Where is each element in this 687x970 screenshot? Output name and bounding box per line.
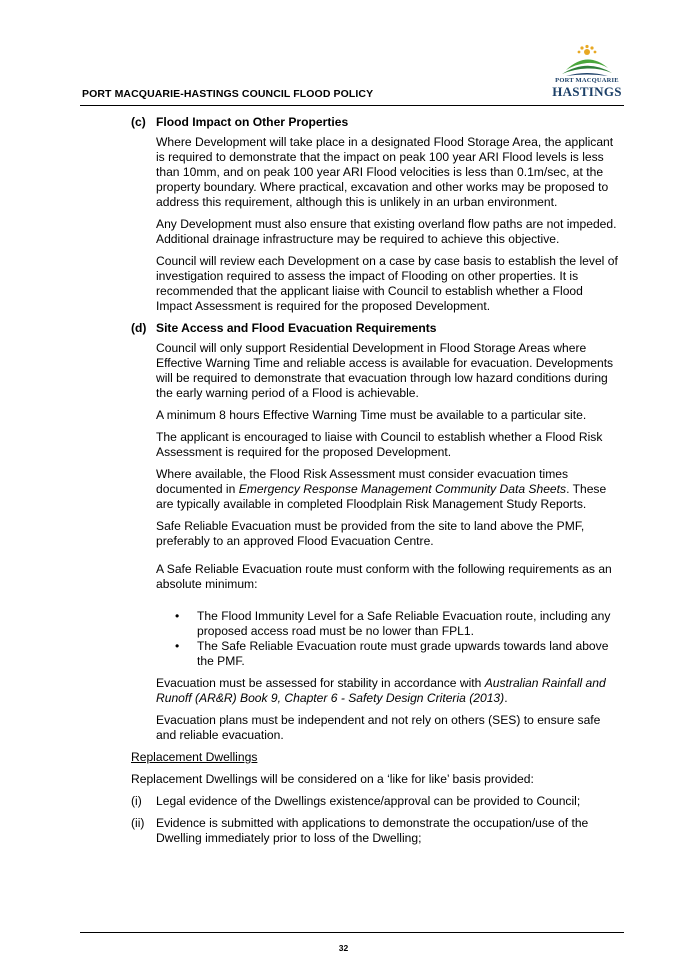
section-c-paragraph-3: Council will review each Development on a case by case basis to establish the level of investigation required to assess the impact of Flooding on other properties. It is recommended that the applicant liaise with Council to establish whether a Flood Impact Assessment is required for the proposed Development. (156, 254, 618, 313)
evacuation-requirements-list (131, 609, 621, 669)
replacement-dwellings-heading: Replacement Dwellings (131, 750, 258, 764)
page-number: 32 (338, 943, 349, 953)
section-d-paragraph-8: Evacuation plans must be independent and not rely on others (SES) to ensure safe and reliable evacuation. (156, 713, 601, 742)
page-content (131, 115, 621, 846)
replacement-item-label: (ii) (131, 816, 145, 830)
section-c-paragraph-2: Any Development must also ensure that existing overland flow paths are not impeded. Additional drainage infrastructure may be required to achieve this objective. (156, 217, 617, 246)
replacement-item-text: Legal evidence of the Dwellings existence/approval can be provided to Council; (156, 794, 581, 808)
replacement-dwellings-intro: Replacement Dwellings will be considered on a ‘like for like’ basis provided: (131, 772, 534, 786)
section-d-paragraph-2: A minimum 8 hours Effective Warning Time must be available to a particular site. (156, 408, 587, 422)
section-d-paragraph-5: Safe Reliable Evacuation must be provided from the site to land above the PMF, preferably to an approved Flood Evacuation Centre. (156, 519, 585, 548)
footer-rule (80, 932, 624, 933)
list-item (175, 639, 621, 669)
section-d-paragraph-4-start: Where available, the Flood Risk Assessment must consider evacuation times documented in (156, 467, 569, 496)
section-d-paragraph-7-citation: Australian Rainfall and Runoff (AR&R) Book 9, Chapter 6 - Safety Design Criteria (2013) (156, 676, 606, 705)
section-d-paragraph-6: A Safe Reliable Evacuation route must conform with the following requirements as an absolute minimum: (156, 562, 612, 591)
bullet-icon: • (175, 639, 180, 653)
list-item-text: The Safe Reliable Evacuation route must grade upwards towards land above the PMF. (197, 639, 609, 668)
section-d-paragraph-3: The applicant is encouraged to liaise with Council to establish whether a Flood Risk Assessment is required for the proposed Development. (156, 430, 603, 459)
section-d-paragraph-7-end: . (504, 691, 508, 705)
replacement-item-label: (i) (131, 794, 142, 808)
section-d-paragraph-7 (131, 676, 621, 706)
section-d-label: (d) (131, 321, 147, 335)
council-logo (552, 44, 622, 100)
document-header-title: PORT MACQUARIE-HASTINGS COUNCIL FLOOD POLICY (82, 88, 374, 100)
section-d-paragraph-7-start: Evacuation must be assessed for stability in accordance with (156, 676, 485, 690)
logo-text-top: PORT MACQUARIE (555, 77, 619, 84)
section-d-paragraph-4 (131, 467, 621, 512)
section-d-paragraph-4-citation: Emergency Response Management Community Data Sheets (238, 482, 567, 496)
replacement-item-i (131, 794, 621, 809)
section-c-heading (131, 115, 621, 130)
section-d-paragraph-1: Council will only support Residential Development in Flood Storage Areas where Effective Warning Time and reliable access is available for evacuation. Developments will be required to demonstrate that evacuation through low hazard conditions during the early warning period of a Flood is achievable. (156, 341, 614, 400)
section-d-paragraph-4-end: . These are typically available in completed Floodplain Risk Management Study Reports. (156, 482, 607, 511)
replacement-item-ii (131, 816, 621, 846)
logo-text-bottom: HASTINGS (552, 84, 622, 99)
header-rule (80, 105, 624, 106)
section-d-heading (131, 321, 621, 336)
list-item-text: The Flood Immunity Level for a Safe Reliable Evacuation route, including any proposed access road must be no lower than FPL1. (197, 609, 611, 638)
replacement-item-text: Evidence is submitted with applications to demonstrate the occupation/use of the Dwelling immediately prior to loss of the Dwelling; (156, 816, 589, 845)
bullet-icon: • (175, 609, 180, 623)
section-c-label: (c) (131, 115, 146, 129)
council-logo-mark (552, 44, 622, 78)
section-c-title: Flood Impact on Other Properties (156, 115, 349, 129)
section-c-paragraph-1: Where Development will take place in a designated Flood Storage Area, the applicant is required to demonstrate that the impact on peak 100 year ARI Flood levels is less than 10mm, and on peak 100 year ARI Flood velocities is less than 0.1m/sec, at the property boundary. Where practical, excavation and other works may be proposed to address this requirement, although this is unlikely in an urban environment. (156, 135, 614, 209)
section-d-title: Site Access and Flood Evacuation Requirements (156, 321, 437, 335)
list-item (175, 609, 621, 639)
